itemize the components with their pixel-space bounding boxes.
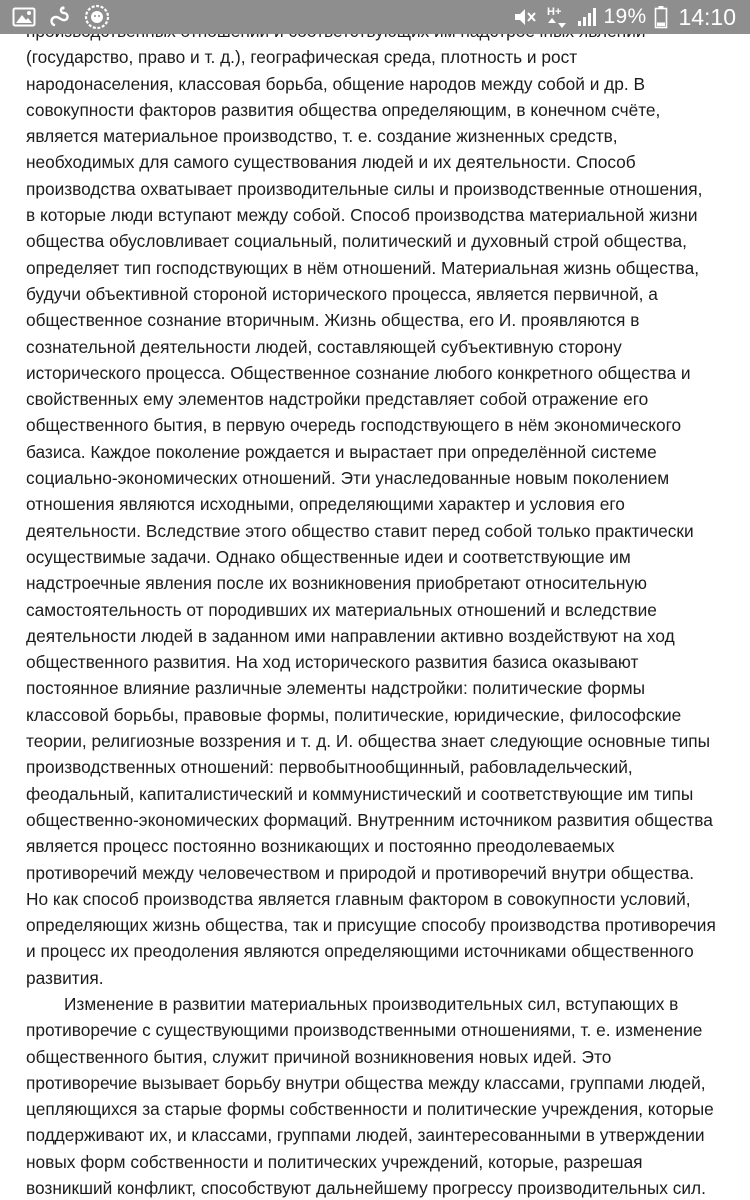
text-line: общественного бытия, служит причиной возникновения новых идей. Это bbox=[26, 1046, 612, 1067]
text-line: осуществимые задачи. Однако общественные идеи и соответствующие им bbox=[26, 546, 631, 567]
text-line: постоянное влияние различные элементы надстройки: политические формы bbox=[26, 678, 646, 699]
notification-icons bbox=[12, 0, 122, 34]
text-line: определяющих жизнь общества, так и присущие способу производства противоречия bbox=[26, 915, 716, 936]
text-line: развития. bbox=[26, 967, 104, 988]
text-line: деятельности людей в заданном ими направлении активно воздействуют на ход bbox=[26, 625, 675, 646]
text-line: народонаселения, классовая борьба, общение народов между собой и др. В bbox=[26, 73, 646, 94]
text-line: возникший конфликт, способствуют дальнейшему прогрессу производительных сил. bbox=[26, 1178, 706, 1199]
text-line: необходимых для самого существования людей и их деятельности. Способ bbox=[26, 152, 636, 173]
text-line: в которые люди вступают между собой. Способ производства материальной жизни bbox=[26, 205, 698, 226]
text-line: будучи объективной стороной исторического процесса, является первичной, а bbox=[26, 283, 658, 304]
system-indicators bbox=[504, 0, 737, 34]
text-line: является материальное производство, т. е. создание жизненных средств, bbox=[26, 126, 618, 147]
mute-icon bbox=[512, 6, 538, 28]
text-line: социально-экономических отношений. Эти унаследованные новым поколением bbox=[26, 468, 670, 489]
text-line: производства охватывает производительные силы и производственные отношения, bbox=[26, 178, 703, 199]
text-line: общественного бытия, в первую очередь господствующего в нём экономического bbox=[26, 415, 682, 436]
text-line: поддерживают их, и классами, группами людей, заинтересованными в утверждении bbox=[26, 1125, 705, 1146]
text-line: исторического процесса. Общественное сознание любого конкретного общества и bbox=[26, 362, 691, 383]
signal-icon bbox=[576, 6, 598, 28]
text-line: Но как способ производства является главным фактором в совокупности условий, bbox=[26, 888, 691, 909]
text-line: феодальный, капиталистический и коммунистический и соответствующие им типы bbox=[26, 783, 694, 804]
network-label: H+ bbox=[546, 6, 561, 18]
document-text bbox=[26, 18, 742, 1200]
text-line: общественного развития. На ход исторического развития базиса оказывают bbox=[26, 652, 639, 673]
text-line: общественное сознание вторичным. Жизнь общества, его И. проявляются в bbox=[26, 310, 640, 331]
image-icon bbox=[12, 6, 36, 28]
text-line: базиса. Каждое поколение рождается и вырастает при определённой системе bbox=[26, 441, 657, 462]
text-line: общества обусловливает социальный, политический и духовный строй общества, bbox=[26, 231, 687, 252]
paragraph-start-line: Изменение в развитии материальных производительных сил, вступающих в bbox=[64, 993, 679, 1014]
text-line: деятельности. Вследствие этого общество ставит перед собой только практически bbox=[26, 520, 694, 541]
text-line: и процесс их преодоления являются определяющими источниками общественного bbox=[26, 941, 694, 962]
clock: 14:10 bbox=[678, 3, 736, 30]
battery-percentage: 19% bbox=[603, 5, 647, 28]
text-line: является процесс постоянно возникающих и постоянно преодолеваемых bbox=[26, 836, 615, 857]
lion-icon bbox=[84, 4, 110, 30]
status-bar bbox=[0, 0, 750, 34]
text-line: новых форм собственности и политических учреждений, которые, разрешая bbox=[26, 1151, 643, 1172]
text-line: противоречий между человечеством и природой и противоречий внутри общества. bbox=[26, 862, 695, 883]
text-line: отношения являются исходными, определяющими характер и условия его bbox=[26, 494, 625, 515]
text-line: общественно-экономических формаций. Внутренним источником развития общества bbox=[26, 809, 713, 830]
text-line: свойственных ему элементов надстройки представляет собой отражение его bbox=[26, 389, 649, 410]
snake-icon bbox=[48, 5, 72, 29]
text-line: сознательной деятельности людей, составляющей субъективную сторону bbox=[26, 336, 622, 357]
text-line: цепляющихся за старые формы собственности и политические учреждения, которые bbox=[26, 1099, 714, 1120]
battery-icon bbox=[654, 5, 668, 29]
text-line: классовой борьбы, правовые формы, политические, юридические, философские bbox=[26, 704, 682, 725]
text-line: (государство, право и т. д.), географическая среда, плотность и рост bbox=[26, 47, 578, 68]
text-line: теории, религиозные воззрения и т. д. И. общества знает следующие основные типы bbox=[26, 731, 711, 752]
network-hplus-icon bbox=[546, 4, 568, 30]
text-line: совокупности факторов развития общества определяющим, в конечном счёте, bbox=[26, 99, 661, 120]
text-line: определяет тип господствующих в нём отношений. Материальная жизнь общества, bbox=[26, 257, 700, 278]
text-line: надстроечные явления после их возникновения приобретают относительную bbox=[26, 573, 648, 594]
text-line: противоречие вызывает борьбу внутри общества между классами, группами людей, bbox=[26, 1072, 706, 1093]
text-line: производственных отношений: первобытнообщинный, рабовладельческий, bbox=[26, 757, 633, 778]
text-line: самостоятельность от породивших их материальных отношений и вследствие bbox=[26, 599, 657, 620]
text-line: противоречие с существующими производственными отношениями, т. е. изменение bbox=[26, 1020, 703, 1041]
